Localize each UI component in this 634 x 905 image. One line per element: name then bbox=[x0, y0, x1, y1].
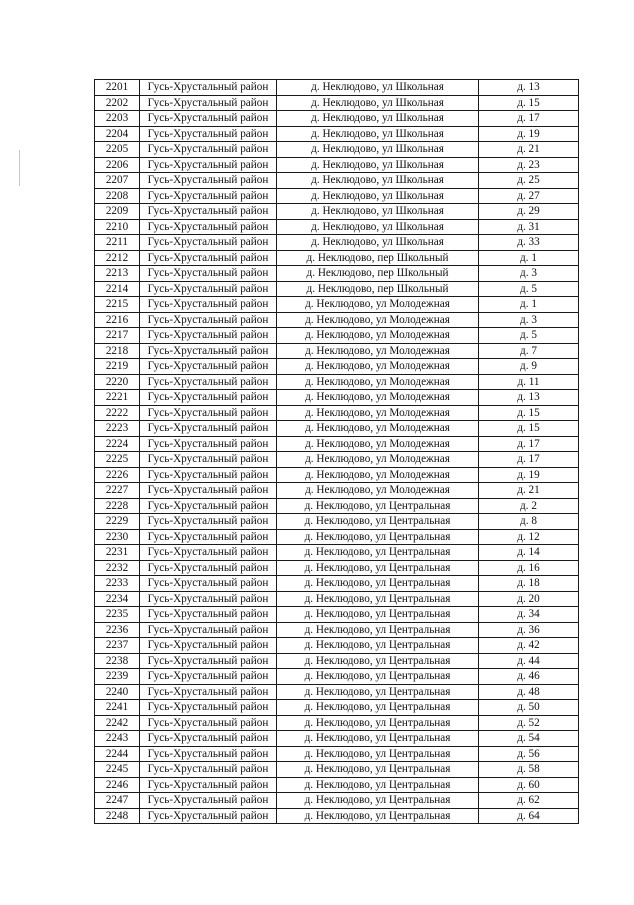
table-row bbox=[95, 669, 579, 685]
house-number-cell: д. 7 bbox=[479, 343, 579, 359]
street-cell: д. Неклюдово, ул Школьная bbox=[277, 188, 479, 204]
table-row bbox=[95, 622, 579, 638]
house-number-cell: д. 17 bbox=[479, 111, 579, 127]
table-row bbox=[95, 436, 579, 452]
table-row bbox=[95, 700, 579, 716]
row-number-cell: 2207 bbox=[95, 173, 140, 189]
table-row bbox=[95, 715, 579, 731]
district-cell: Гусь-Хрустальный район bbox=[140, 80, 277, 96]
house-number-cell: д. 18 bbox=[479, 576, 579, 592]
street-cell: д. Неклюдово, ул Центральная bbox=[277, 762, 479, 778]
house-number-cell: д. 9 bbox=[479, 359, 579, 375]
row-number-cell: 2241 bbox=[95, 700, 140, 716]
street-cell: д. Неклюдово, ул Центральная bbox=[277, 514, 479, 530]
house-number-cell: д. 1 bbox=[479, 250, 579, 266]
row-number-cell: 2238 bbox=[95, 653, 140, 669]
street-cell: д. Неклюдово, ул Центральная bbox=[277, 529, 479, 545]
house-number-cell: д. 5 bbox=[479, 328, 579, 344]
district-cell: Гусь-Хрустальный район bbox=[140, 281, 277, 297]
table-row bbox=[95, 142, 579, 158]
district-cell: Гусь-Хрустальный район bbox=[140, 638, 277, 654]
house-number-cell: д. 5 bbox=[479, 281, 579, 297]
row-number-cell: 2246 bbox=[95, 777, 140, 793]
scan-edge-mark bbox=[19, 150, 20, 186]
district-cell: Гусь-Хрустальный район bbox=[140, 266, 277, 282]
table-row bbox=[95, 157, 579, 173]
table-row bbox=[95, 653, 579, 669]
house-number-cell: д. 33 bbox=[479, 235, 579, 251]
house-number-cell: д. 52 bbox=[479, 715, 579, 731]
street-cell: д. Неклюдово, ул Школьная bbox=[277, 219, 479, 235]
house-number-cell: д. 15 bbox=[479, 95, 579, 111]
table-row bbox=[95, 266, 579, 282]
district-cell: Гусь-Хрустальный район bbox=[140, 421, 277, 437]
street-cell: д. Неклюдово, ул Школьная bbox=[277, 126, 479, 142]
district-cell: Гусь-Хрустальный район bbox=[140, 607, 277, 623]
table-row bbox=[95, 514, 579, 530]
district-cell: Гусь-Хрустальный район bbox=[140, 514, 277, 530]
street-cell: д. Неклюдово, ул Молодежная bbox=[277, 467, 479, 483]
street-cell: д. Неклюдово, ул Молодежная bbox=[277, 452, 479, 468]
district-cell: Гусь-Хрустальный район bbox=[140, 715, 277, 731]
street-cell: д. Неклюдово, ул Центральная bbox=[277, 700, 479, 716]
street-cell: д. Неклюдово, ул Молодежная bbox=[277, 328, 479, 344]
district-cell: Гусь-Хрустальный район bbox=[140, 297, 277, 313]
street-cell: д. Неклюдово, ул Молодежная bbox=[277, 374, 479, 390]
house-number-cell: д. 20 bbox=[479, 591, 579, 607]
address-table-body bbox=[95, 80, 579, 824]
district-cell: Гусь-Хрустальный район bbox=[140, 529, 277, 545]
row-number-cell: 2236 bbox=[95, 622, 140, 638]
district-cell: Гусь-Хрустальный район bbox=[140, 111, 277, 127]
street-cell: д. Неклюдово, ул Центральная bbox=[277, 560, 479, 576]
house-number-cell: д. 17 bbox=[479, 452, 579, 468]
row-number-cell: 2209 bbox=[95, 204, 140, 220]
district-cell: Гусь-Хрустальный район bbox=[140, 405, 277, 421]
table-row bbox=[95, 328, 579, 344]
table-row bbox=[95, 467, 579, 483]
house-number-cell: д. 27 bbox=[479, 188, 579, 204]
house-number-cell: д. 2 bbox=[479, 498, 579, 514]
street-cell: д. Неклюдово, ул Центральная bbox=[277, 777, 479, 793]
district-cell: Гусь-Хрустальный район bbox=[140, 219, 277, 235]
street-cell: д. Неклюдово, ул Центральная bbox=[277, 591, 479, 607]
street-cell: д. Неклюдово, пер Школьный bbox=[277, 281, 479, 297]
street-cell: д. Неклюдово, ул Центральная bbox=[277, 731, 479, 747]
street-cell: д. Неклюдово, ул Школьная bbox=[277, 235, 479, 251]
house-number-cell: д. 25 bbox=[479, 173, 579, 189]
row-number-cell: 2223 bbox=[95, 421, 140, 437]
district-cell: Гусь-Хрустальный район bbox=[140, 142, 277, 158]
district-cell: Гусь-Хрустальный район bbox=[140, 173, 277, 189]
table-row bbox=[95, 483, 579, 499]
house-number-cell: д. 60 bbox=[479, 777, 579, 793]
house-number-cell: д. 23 bbox=[479, 157, 579, 173]
row-number-cell: 2213 bbox=[95, 266, 140, 282]
table-row bbox=[95, 390, 579, 406]
district-cell: Гусь-Хрустальный район bbox=[140, 591, 277, 607]
row-number-cell: 2243 bbox=[95, 731, 140, 747]
house-number-cell: д. 36 bbox=[479, 622, 579, 638]
house-number-cell: д. 21 bbox=[479, 142, 579, 158]
row-number-cell: 2228 bbox=[95, 498, 140, 514]
table-row bbox=[95, 359, 579, 375]
district-cell: Гусь-Хрустальный район bbox=[140, 653, 277, 669]
district-cell: Гусь-Хрустальный район bbox=[140, 374, 277, 390]
district-cell: Гусь-Хрустальный район bbox=[140, 126, 277, 142]
house-number-cell: д. 17 bbox=[479, 436, 579, 452]
table-row bbox=[95, 421, 579, 437]
house-number-cell: д. 19 bbox=[479, 126, 579, 142]
street-cell: д. Неклюдово, ул Школьная bbox=[277, 95, 479, 111]
house-number-cell: д. 11 bbox=[479, 374, 579, 390]
table-row bbox=[95, 80, 579, 96]
street-cell: д. Неклюдово, ул Школьная bbox=[277, 142, 479, 158]
district-cell: Гусь-Хрустальный район bbox=[140, 359, 277, 375]
district-cell: Гусь-Хрустальный район bbox=[140, 483, 277, 499]
table-row bbox=[95, 126, 579, 142]
row-number-cell: 2214 bbox=[95, 281, 140, 297]
row-number-cell: 2235 bbox=[95, 607, 140, 623]
row-number-cell: 2212 bbox=[95, 250, 140, 266]
house-number-cell: д. 19 bbox=[479, 467, 579, 483]
row-number-cell: 2242 bbox=[95, 715, 140, 731]
district-cell: Гусь-Хрустальный район bbox=[140, 560, 277, 576]
row-number-cell: 2217 bbox=[95, 328, 140, 344]
row-number-cell: 2202 bbox=[95, 95, 140, 111]
table-row bbox=[95, 731, 579, 747]
street-cell: д. Неклюдово, ул Центральная bbox=[277, 684, 479, 700]
street-cell: д. Неклюдово, ул Центральная bbox=[277, 545, 479, 561]
row-number-cell: 2201 bbox=[95, 80, 140, 96]
street-cell: д. Неклюдово, ул Школьная bbox=[277, 173, 479, 189]
table-row bbox=[95, 173, 579, 189]
street-cell: д. Неклюдово, ул Центральная bbox=[277, 808, 479, 824]
table-row bbox=[95, 95, 579, 111]
row-number-cell: 2204 bbox=[95, 126, 140, 142]
district-cell: Гусь-Хрустальный район bbox=[140, 452, 277, 468]
table-row bbox=[95, 111, 579, 127]
district-cell: Гусь-Хрустальный район bbox=[140, 545, 277, 561]
row-number-cell: 2231 bbox=[95, 545, 140, 561]
table-row bbox=[95, 343, 579, 359]
row-number-cell: 2244 bbox=[95, 746, 140, 762]
row-number-cell: 2215 bbox=[95, 297, 140, 313]
house-number-cell: д. 12 bbox=[479, 529, 579, 545]
street-cell: д. Неклюдово, пер Школьный bbox=[277, 250, 479, 266]
district-cell: Гусь-Хрустальный район bbox=[140, 235, 277, 251]
table-row bbox=[95, 312, 579, 328]
row-number-cell: 2211 bbox=[95, 235, 140, 251]
house-number-cell: д. 16 bbox=[479, 560, 579, 576]
row-number-cell: 2239 bbox=[95, 669, 140, 685]
table-row bbox=[95, 746, 579, 762]
district-cell: Гусь-Хрустальный район bbox=[140, 808, 277, 824]
table-row bbox=[95, 235, 579, 251]
house-number-cell: д. 13 bbox=[479, 390, 579, 406]
street-cell: д. Неклюдово, ул Молодежная bbox=[277, 343, 479, 359]
street-cell: д. Неклюдово, ул Молодежная bbox=[277, 312, 479, 328]
street-cell: д. Неклюдово, ул Молодежная bbox=[277, 390, 479, 406]
house-number-cell: д. 50 bbox=[479, 700, 579, 716]
row-number-cell: 2216 bbox=[95, 312, 140, 328]
house-number-cell: д. 44 bbox=[479, 653, 579, 669]
district-cell: Гусь-Хрустальный район bbox=[140, 700, 277, 716]
house-number-cell: д. 54 bbox=[479, 731, 579, 747]
row-number-cell: 2234 bbox=[95, 591, 140, 607]
district-cell: Гусь-Хрустальный район bbox=[140, 390, 277, 406]
table-row bbox=[95, 638, 579, 654]
street-cell: д. Неклюдово, ул Центральная bbox=[277, 498, 479, 514]
house-number-cell: д. 8 bbox=[479, 514, 579, 530]
table-row bbox=[95, 545, 579, 561]
street-cell: д. Неклюдово, пер Школьный bbox=[277, 266, 479, 282]
table-row bbox=[95, 297, 579, 313]
district-cell: Гусь-Хрустальный район bbox=[140, 793, 277, 809]
street-cell: д. Неклюдово, ул Центральная bbox=[277, 638, 479, 654]
district-cell: Гусь-Хрустальный район bbox=[140, 343, 277, 359]
house-number-cell: д. 62 bbox=[479, 793, 579, 809]
row-number-cell: 2224 bbox=[95, 436, 140, 452]
street-cell: д. Неклюдово, ул Молодежная bbox=[277, 405, 479, 421]
table-row bbox=[95, 405, 579, 421]
table-row bbox=[95, 576, 579, 592]
district-cell: Гусь-Хрустальный район bbox=[140, 622, 277, 638]
row-number-cell: 2222 bbox=[95, 405, 140, 421]
table-row bbox=[95, 808, 579, 824]
row-number-cell: 2226 bbox=[95, 467, 140, 483]
house-number-cell: д. 14 bbox=[479, 545, 579, 561]
street-cell: д. Неклюдово, ул Центральная bbox=[277, 793, 479, 809]
district-cell: Гусь-Хрустальный район bbox=[140, 746, 277, 762]
row-number-cell: 2232 bbox=[95, 560, 140, 576]
house-number-cell: д. 58 bbox=[479, 762, 579, 778]
house-number-cell: д. 13 bbox=[479, 80, 579, 96]
row-number-cell: 2230 bbox=[95, 529, 140, 545]
district-cell: Гусь-Хрустальный район bbox=[140, 669, 277, 685]
table-row bbox=[95, 560, 579, 576]
table-row bbox=[95, 684, 579, 700]
street-cell: д. Неклюдово, ул Молодежная bbox=[277, 297, 479, 313]
table-row bbox=[95, 762, 579, 778]
street-cell: д. Неклюдово, ул Молодежная bbox=[277, 359, 479, 375]
house-number-cell: д. 15 bbox=[479, 421, 579, 437]
row-number-cell: 2210 bbox=[95, 219, 140, 235]
table-row bbox=[95, 188, 579, 204]
district-cell: Гусь-Хрустальный район bbox=[140, 312, 277, 328]
house-number-cell: д. 21 bbox=[479, 483, 579, 499]
table-row bbox=[95, 607, 579, 623]
house-number-cell: д. 31 bbox=[479, 219, 579, 235]
street-cell: д. Неклюдово, ул Школьная bbox=[277, 157, 479, 173]
row-number-cell: 2248 bbox=[95, 808, 140, 824]
house-number-cell: д. 3 bbox=[479, 312, 579, 328]
street-cell: д. Неклюдово, ул Молодежная bbox=[277, 436, 479, 452]
row-number-cell: 2247 bbox=[95, 793, 140, 809]
table-row bbox=[95, 204, 579, 220]
row-number-cell: 2237 bbox=[95, 638, 140, 654]
row-number-cell: 2219 bbox=[95, 359, 140, 375]
row-number-cell: 2206 bbox=[95, 157, 140, 173]
table-row bbox=[95, 793, 579, 809]
row-number-cell: 2203 bbox=[95, 111, 140, 127]
street-cell: д. Неклюдово, ул Центральная bbox=[277, 669, 479, 685]
house-number-cell: д. 42 bbox=[479, 638, 579, 654]
house-number-cell: д. 56 bbox=[479, 746, 579, 762]
district-cell: Гусь-Хрустальный район bbox=[140, 95, 277, 111]
district-cell: Гусь-Хрустальный район bbox=[140, 436, 277, 452]
street-cell: д. Неклюдово, ул Школьная bbox=[277, 80, 479, 96]
street-cell: д. Неклюдово, ул Молодежная bbox=[277, 483, 479, 499]
row-number-cell: 2221 bbox=[95, 390, 140, 406]
row-number-cell: 2208 bbox=[95, 188, 140, 204]
street-cell: д. Неклюдово, ул Центральная bbox=[277, 576, 479, 592]
row-number-cell: 2240 bbox=[95, 684, 140, 700]
district-cell: Гусь-Хрустальный район bbox=[140, 576, 277, 592]
house-number-cell: д. 1 bbox=[479, 297, 579, 313]
district-cell: Гусь-Хрустальный район bbox=[140, 498, 277, 514]
table-row bbox=[95, 281, 579, 297]
row-number-cell: 2229 bbox=[95, 514, 140, 530]
table-row bbox=[95, 498, 579, 514]
street-cell: д. Неклюдово, ул Центральная bbox=[277, 746, 479, 762]
row-number-cell: 2233 bbox=[95, 576, 140, 592]
street-cell: д. Неклюдово, ул Школьная bbox=[277, 111, 479, 127]
street-cell: д. Неклюдово, ул Школьная bbox=[277, 204, 479, 220]
table-row bbox=[95, 777, 579, 793]
address-table bbox=[94, 79, 579, 824]
district-cell: Гусь-Хрустальный район bbox=[140, 684, 277, 700]
row-number-cell: 2218 bbox=[95, 343, 140, 359]
house-number-cell: д. 29 bbox=[479, 204, 579, 220]
district-cell: Гусь-Хрустальный район bbox=[140, 328, 277, 344]
row-number-cell: 2225 bbox=[95, 452, 140, 468]
street-cell: д. Неклюдово, ул Центральная bbox=[277, 607, 479, 623]
house-number-cell: д. 34 bbox=[479, 607, 579, 623]
district-cell: Гусь-Хрустальный район bbox=[140, 157, 277, 173]
district-cell: Гусь-Хрустальный район bbox=[140, 188, 277, 204]
street-cell: д. Неклюдово, ул Центральная bbox=[277, 653, 479, 669]
district-cell: Гусь-Хрустальный район bbox=[140, 467, 277, 483]
table-row bbox=[95, 529, 579, 545]
district-cell: Гусь-Хрустальный район bbox=[140, 204, 277, 220]
district-cell: Гусь-Хрустальный район bbox=[140, 777, 277, 793]
table-row bbox=[95, 374, 579, 390]
row-number-cell: 2205 bbox=[95, 142, 140, 158]
table-row bbox=[95, 219, 579, 235]
house-number-cell: д. 15 bbox=[479, 405, 579, 421]
house-number-cell: д. 48 bbox=[479, 684, 579, 700]
street-cell: д. Неклюдово, ул Центральная bbox=[277, 622, 479, 638]
table-row bbox=[95, 591, 579, 607]
row-number-cell: 2245 bbox=[95, 762, 140, 778]
district-cell: Гусь-Хрустальный район bbox=[140, 731, 277, 747]
table-row bbox=[95, 250, 579, 266]
house-number-cell: д. 46 bbox=[479, 669, 579, 685]
street-cell: д. Неклюдово, ул Центральная bbox=[277, 715, 479, 731]
table-row bbox=[95, 452, 579, 468]
house-number-cell: д. 3 bbox=[479, 266, 579, 282]
district-cell: Гусь-Хрустальный район bbox=[140, 250, 277, 266]
street-cell: д. Неклюдово, ул Молодежная bbox=[277, 421, 479, 437]
row-number-cell: 2227 bbox=[95, 483, 140, 499]
row-number-cell: 2220 bbox=[95, 374, 140, 390]
house-number-cell: д. 64 bbox=[479, 808, 579, 824]
district-cell: Гусь-Хрустальный район bbox=[140, 762, 277, 778]
